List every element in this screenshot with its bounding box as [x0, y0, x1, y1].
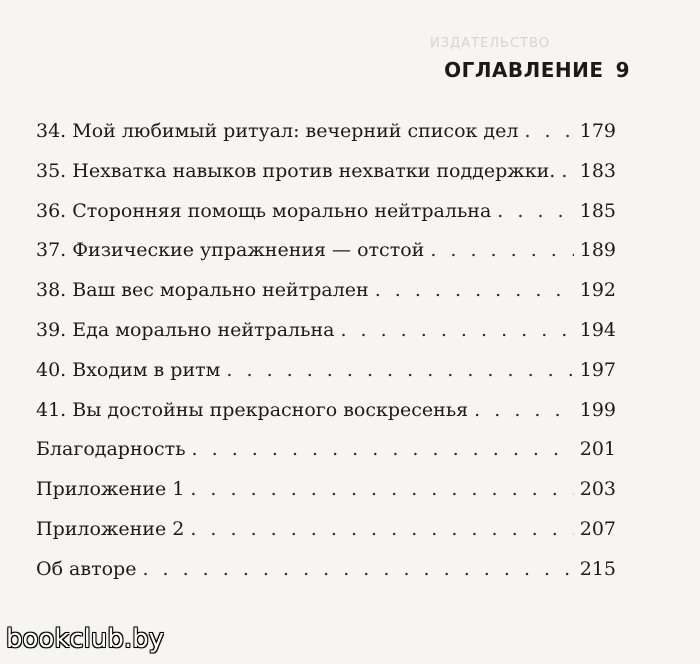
- toc-entry-title: 34. Мой любимый ритуал: вечерний список дел: [36, 120, 519, 142]
- toc-entry-title: 38. Ваш вес морально нейтрален: [36, 279, 369, 302]
- toc-leader-dots: [190, 478, 573, 500]
- toc-entry-page: 201: [579, 438, 616, 461]
- toc-entry: [36, 239, 616, 279]
- toc-entry-page: 203: [579, 478, 616, 501]
- toc-entry: [36, 319, 616, 359]
- header-title: ОГЛАВЛЕНИЕ: [444, 58, 604, 82]
- toc-entry-page: 215: [579, 557, 616, 580]
- bleed-through-text: ИЗДАТЕЛЬСТВО: [430, 36, 551, 51]
- toc-leader-dots: [561, 160, 573, 182]
- toc-entry-page: 199: [579, 398, 616, 421]
- toc-entry-title: 39. Еда морально нейтральна: [36, 318, 335, 341]
- toc-leader-dots: [497, 200, 573, 222]
- toc-entry-page: 194: [579, 318, 616, 341]
- toc-entry-page: 207: [579, 517, 616, 540]
- toc-leader-dots: [524, 120, 573, 142]
- header-page-number: 9: [615, 58, 630, 82]
- toc-entry-page: 185: [579, 199, 616, 222]
- toc-entry-page: 197: [579, 358, 616, 381]
- toc-entry-title: 40. Входим в ритм: [36, 358, 221, 381]
- toc-entry: [36, 120, 616, 160]
- toc-entry-page: 189: [579, 239, 616, 262]
- toc-entry-title: Благодарность: [36, 438, 186, 461]
- toc-leader-dots: [192, 438, 574, 460]
- toc-leader-dots: [375, 279, 574, 301]
- toc-entry-page: 183: [579, 159, 616, 182]
- toc-leader-dots: [226, 359, 573, 381]
- toc-entry: [36, 200, 616, 240]
- toc-entry-title: 35. Нехватка навыков против нехватки поддержки.: [36, 159, 556, 182]
- toc-leader-dots: [190, 518, 573, 540]
- toc-entry-title: 36. Сторонняя помощь морально нейтральна: [36, 199, 492, 222]
- site-watermark: bookclub.by: [6, 624, 165, 654]
- toc-leader-dots: [142, 558, 573, 580]
- toc-entry-title: 41. Вы достойны прекрасного воскресенья: [36, 398, 469, 421]
- toc-entry: [36, 399, 616, 439]
- toc-leader-dots: [340, 319, 573, 341]
- toc-entry-title: 37. Физические упражнения — отстой: [36, 239, 425, 262]
- toc-entry: [36, 478, 616, 518]
- toc-entry: [36, 279, 616, 319]
- toc-entry: [36, 438, 616, 478]
- toc-leader-dots: [474, 399, 574, 421]
- toc-entry-page: 179: [579, 120, 616, 142]
- toc-entry: [36, 558, 616, 598]
- toc-entry-page: 192: [579, 279, 616, 302]
- toc-entry: [36, 160, 616, 200]
- toc-entry-title: Приложение 2: [36, 517, 185, 540]
- toc-entry: [36, 518, 616, 558]
- toc-leader-dots: [430, 239, 573, 261]
- table-of-contents: [36, 120, 616, 598]
- toc-entry-title: Об авторе: [36, 557, 137, 580]
- toc-entry: [36, 359, 616, 399]
- running-header: [444, 58, 630, 82]
- toc-entry-title: Приложение 1: [36, 478, 185, 501]
